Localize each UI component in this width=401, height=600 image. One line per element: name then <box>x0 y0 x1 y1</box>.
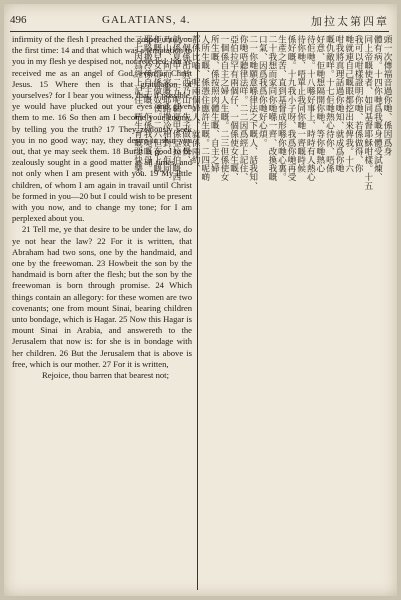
english-paragraph: Rejoice, thou barren that bearest not; <box>42 370 169 381</box>
chinese-column: 待你哋、唔單止我同你哋一齊嘅時候 <box>295 35 306 173</box>
chinese-column: 好意、佢哋想隔開你哋、等你哋熱心 <box>314 35 325 173</box>
chinese-column: 一個係出於西乃山、生子做奴僕、 <box>180 35 191 164</box>
chinese-column: 咁我將真理話過你哋知、就成爲你哋 <box>334 35 345 173</box>
chinese-column: 佢嘅兒女都係做奴僕。二六但在上嘅 <box>151 35 162 173</box>
chinese-column: 二七因爲經上記住、唔生育嘅要快樂、 <box>132 35 143 182</box>
chinese-column: 體有病。十四你哋爲我嘅身體受試煉、 <box>372 35 383 182</box>
book-page <box>4 4 397 596</box>
chinese-column: 二十我想而家同你哋喺一齊、改換我嘅 <box>266 35 277 182</box>
chinese-column: 亞伯拉罕有兩個仔、一個係使女生嘅、 <box>228 35 239 182</box>
chinese-column: 嘅仇敵咩。十七佢哋熱心待你、唔係 <box>324 35 335 173</box>
chinese-column: 哋就連自己嘅眼都挖出來俾我。十六 <box>343 35 354 173</box>
chinese-column: 頭一次傳福音過你哋、係因爲身 <box>382 35 392 156</box>
chinese-column: 係好嘅。十九我小子呀、我爲你哋再受 <box>286 35 297 182</box>
header-rule <box>10 31 389 32</box>
chinese-column: 就係夏甲。二五呢個夏甲係亞拉伯嘅西 <box>170 35 181 182</box>
chinese-column: 都係比喻、呢兩個婦人、就係兩約、 <box>190 35 201 173</box>
chinese-column: 口氣、因爲我爲你哋好心煩。 <box>257 35 268 147</box>
english-paragraph: infirmity of the flesh I preached the gospel unto you the first time: 14 and that which was a temptation to you in my flesh ye despised not, nor rejected; but ye received me as an angel of God, even as Christ Jesus. 15 Where then is that gratulation of yourselves? for I bear you witness, that, if possible, ye would have plucked out your eyes and given them to me. 16 So then am I become your enemy, by telling you the truth? 17 They zealously seek you in no good way; nay, they desire to shut you out, that ye may seek them. 18 But it is good to be zealously sought in a good matter at all times, and not only when I am present with you. 19 My little children, of whom I am again in travail until Christ be formed in you—20 but I could wish to be present with you now, and to change my tone; for I am perplexed about you. <box>12 34 192 224</box>
chinese-column: 所生嘅、係按照肉體生嘅、自主之婦 <box>209 35 220 173</box>
running-title-chinese: 加拉太第四章 <box>311 15 389 28</box>
chinese-column: 耶路撒冷係自主嘅、佢係我哋嘅母。 <box>142 35 153 173</box>
chinese-column: 人所生嘅、係憑住應許生嘅。二四呢啲 <box>199 35 210 182</box>
chinese-column: 生產之苦、直到基督成形喺你哋心裏。 <box>276 35 287 182</box>
chinese-column: 我可以咁樣證明你哋、若係做得、你 <box>353 35 364 173</box>
chinese-column: 你哋唔聽律法咩。二二因爲經上記住、 <box>238 35 249 182</box>
page-header <box>10 12 389 30</box>
chinese-column: 乃山、同而家嘅耶路撒冷相對、佢同 <box>161 35 172 173</box>
chinese-column: 二一你哋願意喺律法之下嘅人、話我知、 <box>247 35 258 190</box>
chinese-column: 待佢哋。十八喺好事上、時時有人熱心 <box>305 35 316 182</box>
english-paragraph: 21 Tell me, ye that desire to be under the law, do ye not hear the law? 22 For it is written, that Abraham had two sons, one by the handmaid, and one by the freewoman. 23 Howbeit the son by the handmaid is born after the flesh; but the son by the freewoman is born through promise. 24 Which things contain an allegory: for these women are two covenants; one from mount Sinai, bearing children unto bondage, which is Hagar. 25 Now this Hagar is mount Sinai in Arabia, and answereth to the Jerusalem that now is: for she is in bondage with her children. 26 But the Jerusalem that is above is free, which is our mother. 27 For it is written, <box>12 224 192 369</box>
running-title: GALATIANS, 4. <box>102 14 191 26</box>
chinese-column: 同上帝嘅使者、如同基督耶穌咁樣。十五 <box>362 35 373 190</box>
page-number: 496 <box>10 14 27 26</box>
chinese-column: 一個係自主之婦人生嘅。二三但係使女 <box>218 35 229 182</box>
chinese-text-column <box>132 35 392 588</box>
